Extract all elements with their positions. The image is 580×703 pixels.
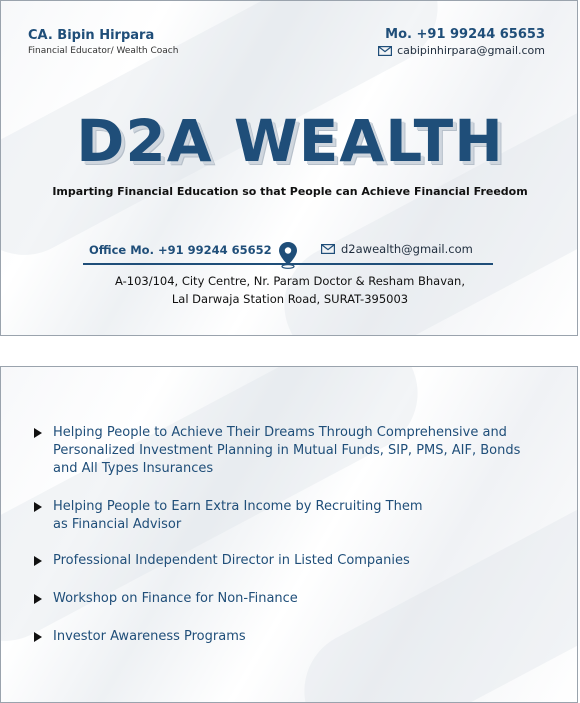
list-item [34,552,554,570]
personal-email-row [378,44,545,57]
triangle-bullet-icon [34,556,42,566]
service-text: Investor Awareness Programs [53,629,246,644]
service-text: Helping People to Achieve Their Dreams Through Comprehensive and Personalized Investment Planning in Mutual Funds, SIP, PMS, AIF, Bonds and All Types Insurances [53,425,521,476]
list-item [34,590,554,608]
personal-email: cabipinhirpara@gmail.com [397,44,545,57]
divider-line [83,263,493,265]
office-mobile: Office Mo. +91 99244 65652 [89,243,272,257]
services-list [34,424,554,646]
office-contact-row [89,241,481,263]
service-text: Workshop on Finance for Non-Finance [53,591,298,606]
address-line-1: A-103/104, City Centre, Nr. Param Doctor & Resham Bhavan, [114,274,465,288]
person-name: CA. Bipin Hirpara [28,28,155,43]
list-item [34,628,554,646]
triangle-bullet-icon [34,594,42,604]
address-line-2: Lal Darwaja Station Road, SURAT-395003 [171,292,409,306]
service-text: Professional Independent Director in Listed Companies [53,553,410,568]
list-item [34,498,554,534]
list-item [34,424,554,478]
service-text: Helping People to Earn Extra Income by Recruiting Them as Financial Advisor [53,499,423,532]
person-role: Financial Educator/ Wealth Coach [28,46,179,56]
tagline: Imparting Financial Education so that People can Achieve Financial Freedom [52,185,528,198]
map-pin-icon [277,241,299,269]
mobile-number: Mo. +91 99244 65653 [385,27,545,42]
office-email-row [321,242,473,256]
triangle-bullet-icon [34,502,42,512]
office-email: d2awealth@gmail.com [341,242,473,256]
triangle-bullet-icon [34,428,42,438]
envelope-icon [321,244,335,254]
business-card-front [0,0,578,336]
envelope-icon [378,46,392,56]
brand-logo-text: D2A WEALTH [76,107,504,175]
triangle-bullet-icon [34,632,42,642]
